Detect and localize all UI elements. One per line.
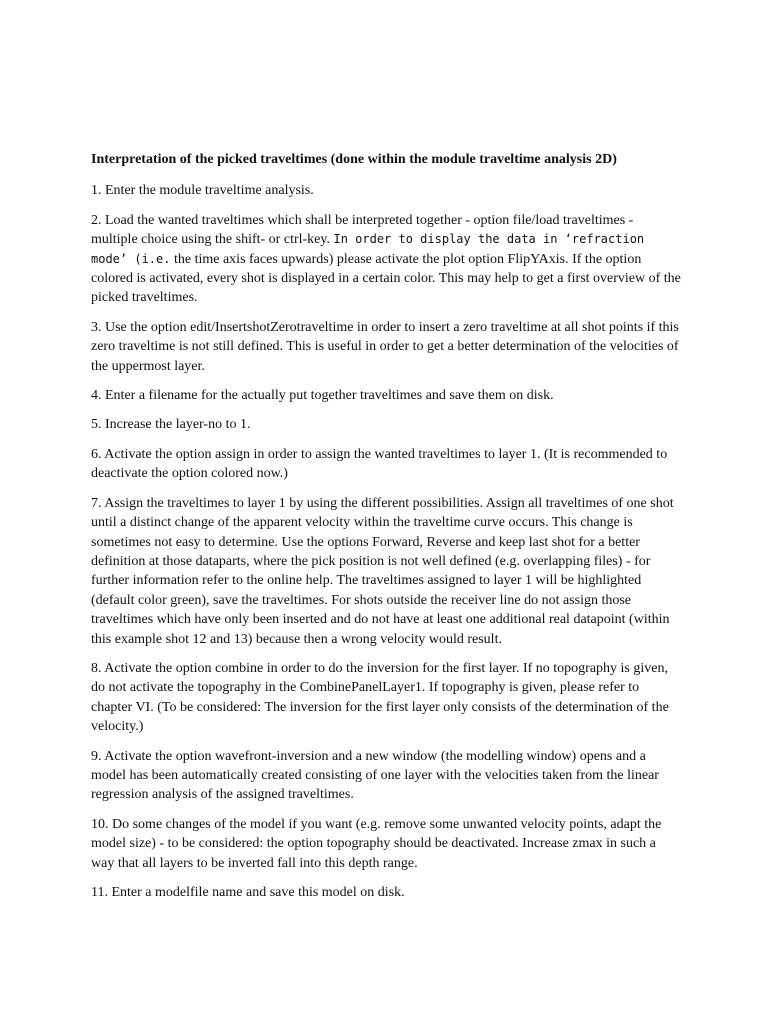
step-6: 6. Activate the option assign in order to assign the wanted traveltimes to layer 1. (It is recommended to deactivate the option colored now.) <box>91 446 668 482</box>
step-5: 5. Increase the layer-no to 1. <box>91 417 251 433</box>
step-8: 8. Activate the option combine in order to do the inversion for the first layer. If no topography is given, do not activate the topography in the CombinePanelLayer1. If topography is given, please refer to chapter VI. (To be considered: The inversion for the first layer only consists of the determination of the velocity.) <box>91 660 669 735</box>
document-page <box>91 150 681 912</box>
step-11: 11. Enter a modelfile name and save this model on disk. <box>91 885 405 900</box>
step-2-text-b: In order to display the data in ‘refraction mode’ (i.e. <box>91 232 645 266</box>
step-4: 4. Enter a filename for the actually put together traveltimes and save them on disk. <box>91 388 554 404</box>
step-2 <box>91 211 681 308</box>
document-title: Interpretation of the picked traveltimes (done within the module traveltime analysis 2D) <box>91 152 617 167</box>
step-2-text-c: the time axis faces upwards) please activate the plot option FlipYAxis. If the option colored is activated, every shot is displayed in a certain color. This may help to get a first overview of the picked traveltimes. <box>91 251 681 306</box>
step-7: 7. Assign the traveltimes to layer 1 by using the different possibilities. Assign all traveltimes of one shot until a distinct change of the apparent velocity within the traveltime curve occurs. This change is sometimes not easy to determine. Use the options Forward, Reverse and keep last shot for a better definition at those dataparts, where the pick position is not well defined (e.g. overlapping files) - for further information refer to the online help. The traveltimes assigned to layer 1 will be highlighted (default color green), save the traveltimes. For shots outside the receiver line do not assign those traveltimes which have only been inserted and do not have at least one additional real datapoint (within this example shot 12 and 13) because then a wrong velocity would result. <box>91 495 674 647</box>
step-9: 9. Activate the option wavefront-inversion and a new window (the modelling window) opens and a model has been automatically created consisting of one layer with the velocities taken from the linear regression analysis of the assigned traveltimes. <box>91 748 659 803</box>
step-10: 10. Do some changes of the model if you want (e.g. remove some unwanted velocity points, adapt the model size) - to be considered: the option topography should be deactivated. Increase zmax in such a way that all layers to be inverted fall into this depth range. <box>91 816 662 871</box>
step-2-text-a: 2. Load the wanted traveltimes which shall be interpreted together - option file/load traveltimes - multiple choice using the shift- or ctrl-key. <box>91 212 634 248</box>
step-1: 1. Enter the module traveltime analysis. <box>91 183 314 199</box>
step-3: 3. Use the option edit/InsertshotZerotraveltime in order to insert a zero traveltime at all shot points if this zero traveltime is not still defined. This is useful in order to get a better determination of the velocities of the uppermost layer. <box>91 319 679 374</box>
